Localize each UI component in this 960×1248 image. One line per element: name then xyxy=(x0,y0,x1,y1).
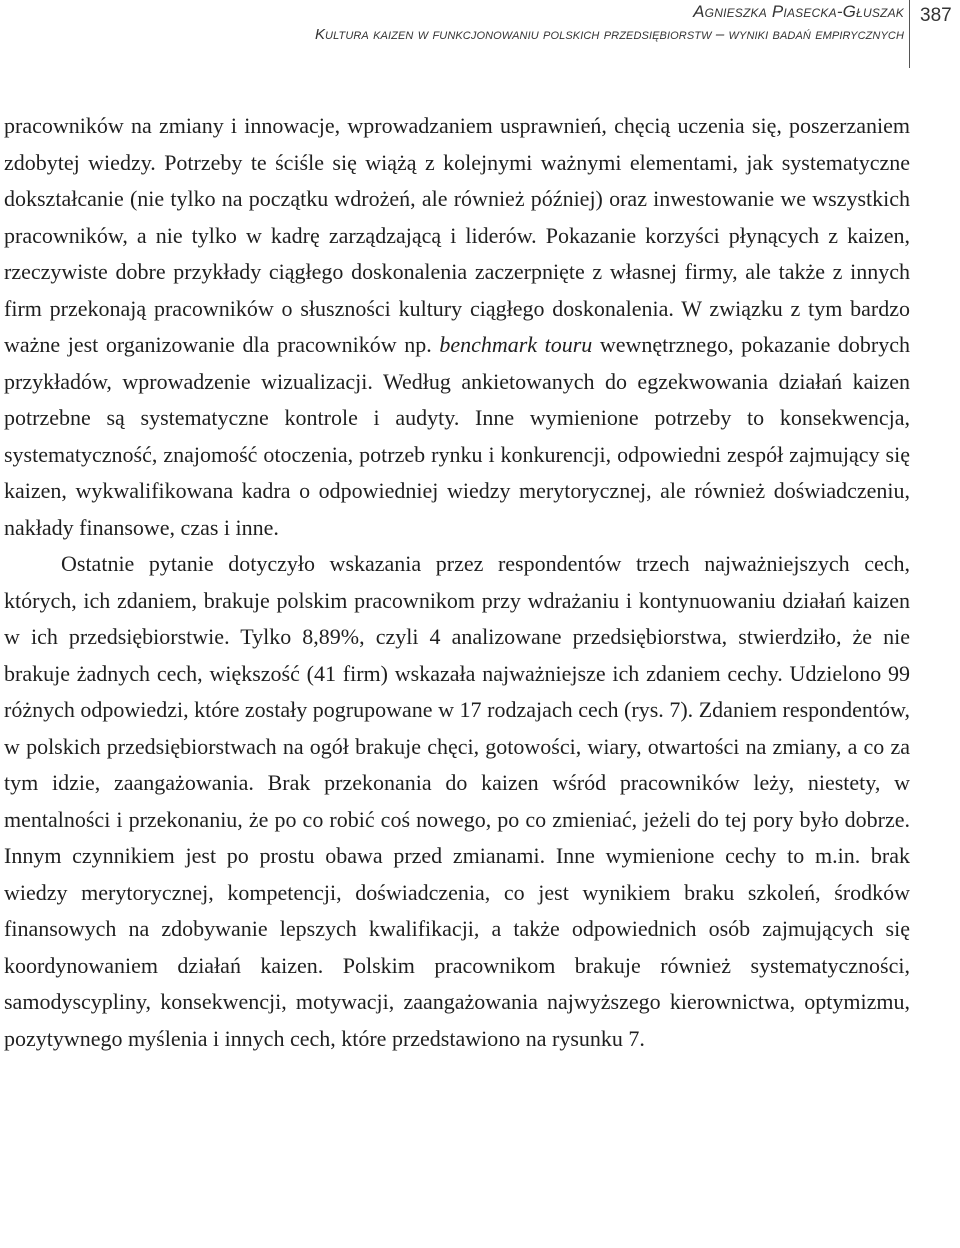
paragraph-1-text-a: pracowników na zmiany i innowacje, wprowadzaniem usprawnień, chęcią uczenia się, poszerzaniem zdobytej wiedzy. Potrzeby te ściśle się wiążą z kolejnymi ważnymi elementami, jak systematyczne dokształcanie (nie tylko na początku wdrożeń, ale również później) oraz inwestowanie we wszystkich pracowników, a nie tylko w kadrę zarządzającą i liderów. Pokazanie korzyści płynących z kaizen, rzeczywiste dobre przykłady ciągłego doskonalenia zaczerpnięte z własnej firmy, ale także z innych firm przekonają pracowników o słuszności kultury ciągłego doskonalenia. W związku z tym bardzo ważne jest organizowanie dla pracowników np. xyxy=(4,113,910,357)
running-head-author: Agnieszka Piasecka-Głuszak xyxy=(693,2,904,21)
paragraph-2 xyxy=(4,546,910,1057)
running-head xyxy=(44,0,904,46)
paragraph-1-italic-term: benchmark touru xyxy=(439,332,593,357)
paragraph-2-text: Ostatnie pytanie dotyczyło wskazania przez respondentów trzech najważniejszych cech, których, ich zdaniem, brakuje polskim pracownikom przy wdrażaniu i kontynuowaniu działań kaizen w ich przedsiębiorstwie. Tylko 8,89%, czyli 4 analizowane przedsiębiorstwa, stwierdziło, że nie brakuje żadnych cech, większość (41 firm) wskazała najważniejsze ich zdaniem cechy. Udzielono 99 różnych odpowiedzi, które zostały pogrupowane w 17 rodzajach cech (rys. 7). Zdaniem respondentów, w polskich przedsiębiorstwach na ogół brakuje chęci, gotowości, wiary, otwartości na zmiany, a co za tym idzie, zaangażowania. Brak przekonania do kaizen wśród pracowników leży, niestety, w mentalności i przekonaniu, że po co robić coś nowego, po co zmieniać, jeżeli do tej pory było dobrze. Innym czynnikiem jest po prostu obawa przed zmianami. Inne wymienione cechy to m.in. brak wiedzy merytorycznej, kompetencji, doświadczenia, co jest wynikiem braku szkoleń, środków finansowych na zdobywanie lepszych kwalifikacji, a także odpowiednich osób zajmujących się koordynowaniem działań kaizen. Polskim pracownikom brakuje również systematyczności, samodyscypliny, konsekwencji, motywacji, zaangażowania najwyższego kierownictwa, optymizmu, pozytywnego myślenia i innych cech, które przedstawiono na rysunku 7. xyxy=(4,551,910,1051)
page-number: 387 xyxy=(920,5,952,26)
paragraph-1 xyxy=(4,108,910,546)
body-text xyxy=(4,108,910,1057)
header-divider xyxy=(909,0,910,68)
paragraph-1-text-b: wewnętrznego, pokazanie dobrych przykładów, wprowadzenie wizualizacji. Według ankietowanych do egzekwowania działań kaizen potrzebne są systematyczne kontrole i audyty. Inne wymienione potrzeby to konsekwencja, systematyczność, znajomość otoczenia, potrzeb rynku i konkurencji, odpowiedni zespół zajmujący się kaizen, wykwalifikowana kadra o odpowiedniej wiedzy merytorycznej, ale również doświadczeniu, nakłady finansowe, czas i inne. xyxy=(4,332,911,540)
running-head-title: Kultura kaizen w funkcjonowaniu polskich przedsiębiorstw – wyniki badań empirycznych xyxy=(314,26,904,43)
